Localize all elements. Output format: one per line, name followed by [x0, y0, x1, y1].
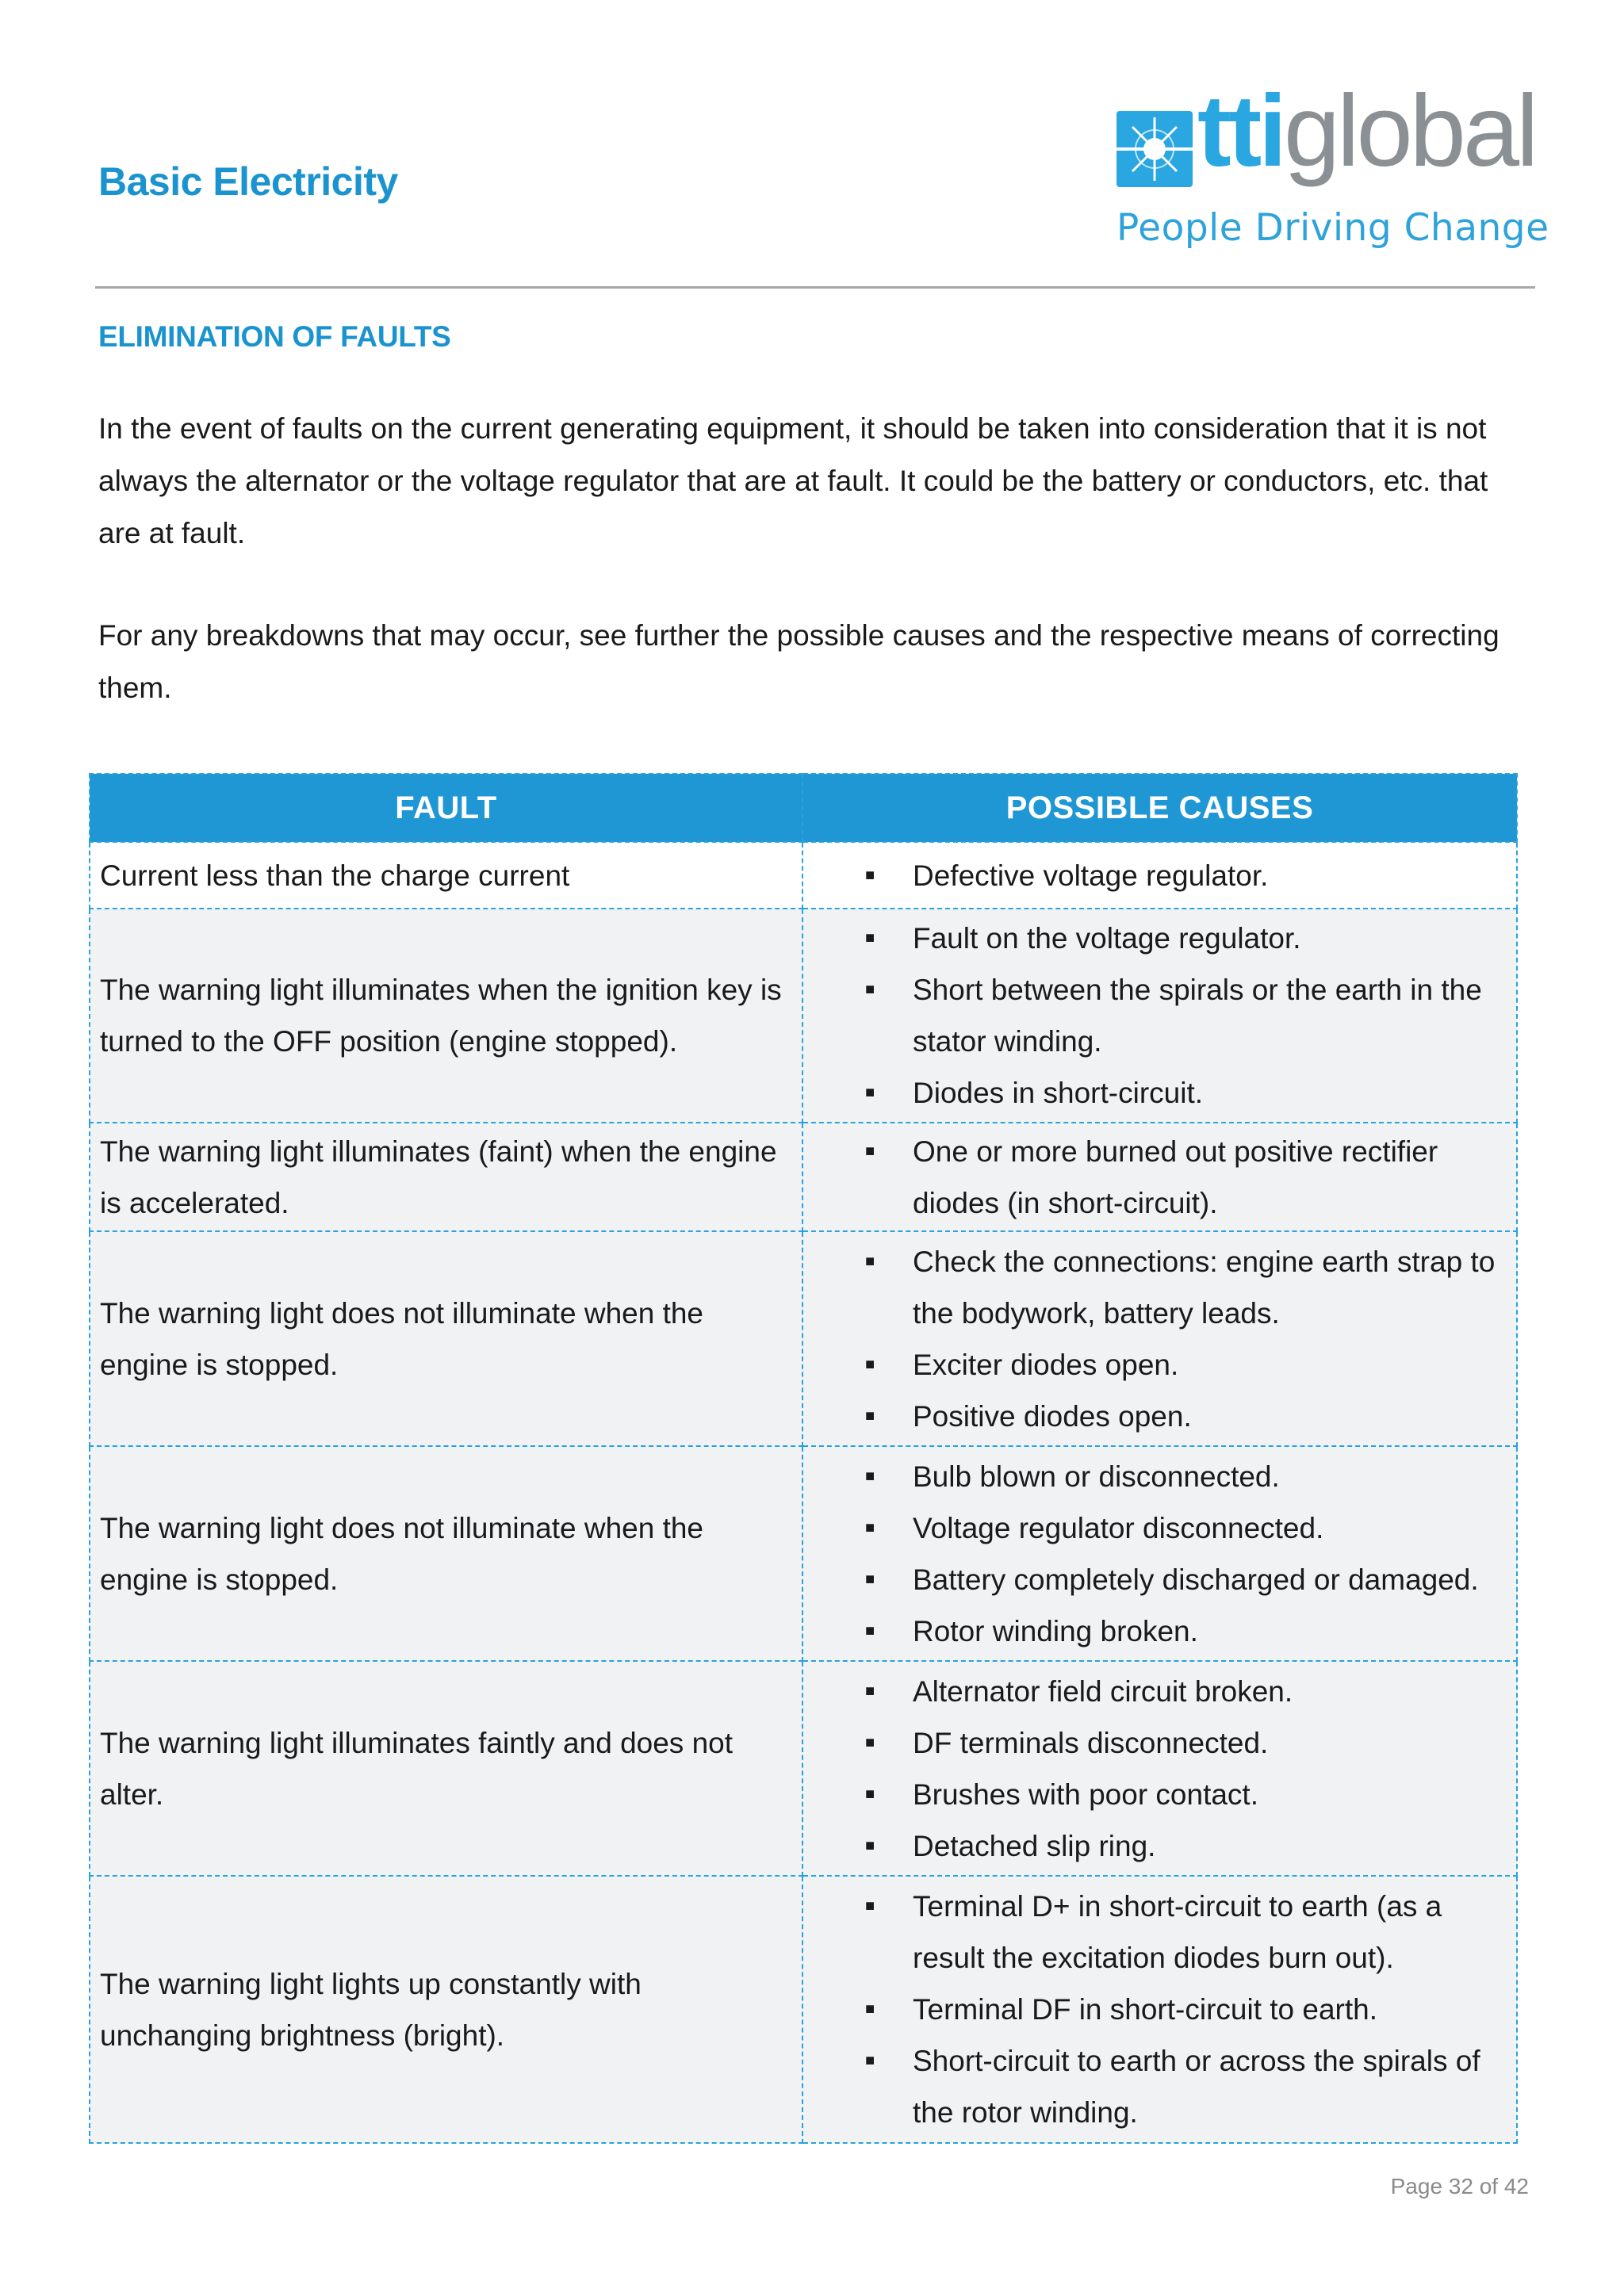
cause-item	[803, 1451, 1516, 1502]
square-bullet-icon: ■	[865, 1406, 875, 1425]
cause-text: Terminal DF in short-circuit to earth.	[913, 1993, 1378, 2026]
square-bullet-icon: ■	[865, 1570, 875, 1588]
square-bullet-icon: ■	[865, 929, 875, 947]
table-row	[90, 909, 1517, 1123]
cause-text: Voltage regulator disconnected.	[913, 1511, 1324, 1544]
causes-list	[803, 1881, 1516, 2138]
table-header-row	[90, 774, 1517, 842]
cause-text: DF terminals disconnected.	[913, 1726, 1269, 1759]
square-bullet-icon: ■	[865, 2052, 875, 2069]
cause-text: Alternator field circuit broken.	[913, 1674, 1293, 1708]
cause-text: Bulb blown or disconnected.	[913, 1460, 1280, 1493]
square-bullet-icon: ■	[865, 1682, 875, 1700]
cause-item	[803, 1605, 1516, 1657]
cause-text: Positive diodes open.	[913, 1399, 1192, 1433]
causes-cell	[802, 1231, 1517, 1446]
square-bullet-icon: ■	[865, 2000, 875, 2018]
fault-cell	[90, 1876, 802, 2143]
square-bullet-icon: ■	[865, 1142, 875, 1160]
fault-cell	[90, 1661, 802, 1876]
square-bullet-icon: ■	[865, 1355, 875, 1373]
square-bullet-icon: ■	[865, 1836, 875, 1854]
cause-text: One or more burned out positive rectifier diodes (in short-circuit).	[913, 1135, 1438, 1219]
cause-text: Short-circuit to earth or across the spirals of the rotor winding.	[913, 2045, 1480, 2129]
square-bullet-icon: ■	[865, 1252, 875, 1270]
fault-text: The warning light illuminates (faint) when the engine is accelerated.	[100, 1135, 777, 1219]
cause-text: Terminal D+ in short-circuit to earth (as a result the excitation diodes burn out).	[913, 1890, 1442, 1974]
causes-cell	[802, 1446, 1517, 1661]
cause-item	[803, 1717, 1516, 1769]
cause-item	[803, 1339, 1516, 1391]
square-bullet-icon: ■	[865, 1733, 875, 1751]
cause-item	[803, 1391, 1516, 1442]
instruction-paragraph: For any breakdowns that may occur, see further the possible causes and the respective means of correcting them.	[98, 619, 1500, 704]
causes-list	[803, 1236, 1516, 1442]
cause-text: Defective voltage regulator.	[913, 859, 1269, 892]
cause-item	[803, 1126, 1516, 1229]
cause-text: Battery completely discharged or damaged.	[913, 1563, 1479, 1596]
causes-list	[803, 1666, 1516, 1872]
causes-list	[803, 850, 1516, 901]
square-bullet-icon: ■	[865, 981, 875, 998]
faults-table	[89, 773, 1518, 2144]
table-row	[90, 842, 1517, 909]
cause-text: Diodes in short-circuit.	[913, 1077, 1204, 1109]
fault-cell	[90, 1231, 802, 1446]
cause-item	[803, 1236, 1516, 1339]
fault-text: The warning light does not illuminate when the engine is stopped.	[100, 1296, 704, 1381]
page-number: Page 32 of 42	[1390, 2174, 1529, 2198]
header-divider	[95, 286, 1535, 289]
cause-item	[803, 1984, 1516, 2035]
causes-list	[803, 1451, 1516, 1657]
cause-text: Rotor winding broken.	[913, 1614, 1198, 1647]
fault-cell	[90, 842, 802, 909]
cause-item	[803, 1067, 1516, 1119]
document-title: Basic Electricity	[98, 159, 398, 204]
square-bullet-icon: ■	[865, 1084, 875, 1101]
fault-cell	[90, 909, 802, 1123]
causes-cell	[802, 1123, 1517, 1231]
cause-item	[803, 850, 1516, 901]
causes-cell	[802, 909, 1517, 1123]
fault-text: The warning light illuminates faintly and does not alter.	[100, 1726, 733, 1811]
square-bullet-icon: ■	[865, 1518, 875, 1536]
company-logo	[1094, 75, 1549, 258]
square-bullet-icon: ■	[865, 1897, 875, 1915]
intro-paragraph: In the event of faults on the current generating equipment, it should be taken into consideration that it is not always the alternator or the voltage regulator that are at fault. It could be the battery or conductors, etc. that are at fault.	[98, 412, 1488, 549]
cause-text: Exciter diodes open.	[913, 1348, 1179, 1381]
table-row	[90, 1231, 1517, 1446]
square-bullet-icon: ■	[865, 1467, 875, 1485]
causes-cell	[802, 842, 1517, 909]
fault-cell	[90, 1446, 802, 1661]
square-bullet-icon: ■	[865, 866, 875, 884]
fault-text: The warning light lights up constantly with unchanging brightness (bright).	[100, 1967, 642, 2052]
cause-text: Fault on the voltage regulator.	[913, 922, 1301, 955]
causes-column-header: POSSIBLE CAUSES	[802, 774, 1517, 842]
fault-cell	[90, 1123, 802, 1231]
square-bullet-icon: ■	[865, 1785, 875, 1803]
fault-column-header: FAULT	[90, 774, 802, 842]
cause-item	[803, 964, 1516, 1067]
fault-text: The warning light illuminates when the ignition key is turned to the OFF position (engine stopped).	[100, 974, 782, 1058]
section-heading: ELIMINATION OF FAULTS	[98, 320, 451, 353]
cause-text: Check the connections: engine earth strap to the bodywork, battery leads.	[913, 1245, 1496, 1330]
cause-item	[803, 1820, 1516, 1872]
table-row	[90, 1446, 1517, 1661]
cause-text: Short between the spirals or the earth in the stator winding.	[913, 974, 1482, 1058]
table-row	[90, 1123, 1517, 1231]
causes-cell	[802, 1876, 1517, 2143]
cause-item	[803, 1881, 1516, 1984]
causes-list	[803, 913, 1516, 1119]
cause-item	[803, 1769, 1516, 1820]
cause-text: Detached slip ring.	[913, 1829, 1156, 1862]
table-row	[90, 1876, 1517, 2143]
table-row	[90, 1661, 1517, 1876]
cause-item	[803, 1502, 1516, 1554]
cause-item	[803, 1554, 1516, 1605]
cause-text: Brushes with poor contact.	[913, 1777, 1258, 1811]
logo-tagline: People Driving Change	[1116, 206, 1549, 250]
square-bullet-icon: ■	[865, 1621, 875, 1640]
cause-item	[803, 1666, 1516, 1717]
fault-text: Current less than the charge current	[100, 859, 570, 892]
cause-item	[803, 2035, 1516, 2138]
cause-item	[803, 913, 1516, 964]
fault-text: The warning light does not illuminate when the engine is stopped.	[100, 1511, 704, 1596]
logo-wordmark: ttiglobal	[1197, 75, 1536, 188]
causes-list	[803, 1126, 1516, 1229]
causes-cell	[802, 1661, 1517, 1876]
